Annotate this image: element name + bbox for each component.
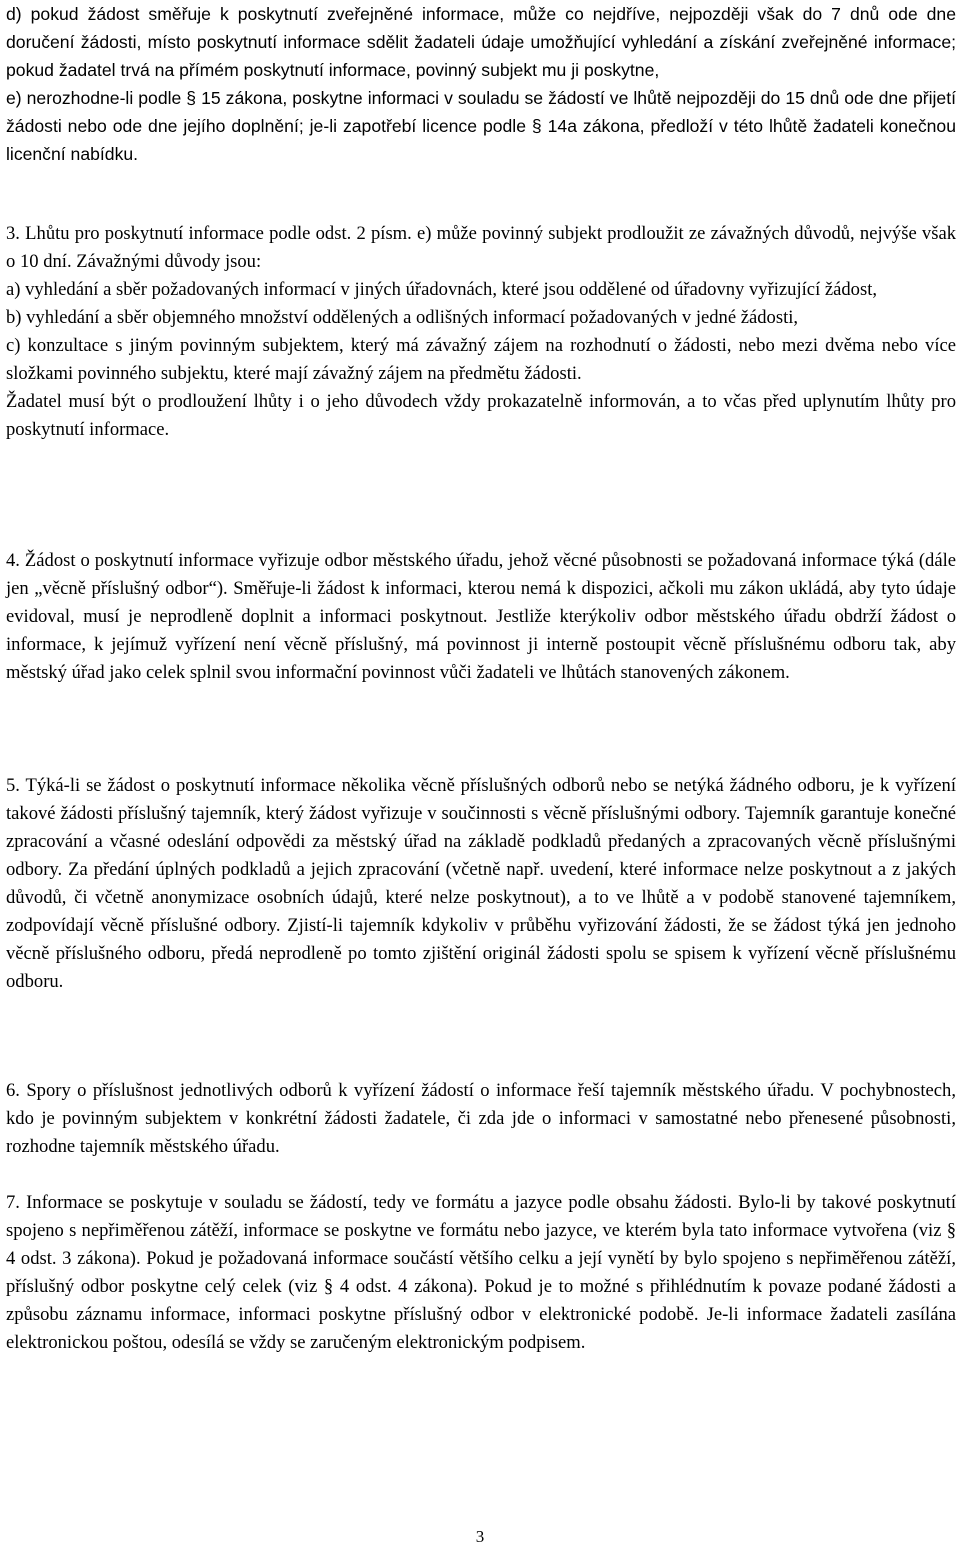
provisions-d-e: [6, 0, 956, 168]
section-6: [6, 1077, 956, 1161]
section-5-paragraph: 5. Týká-li se žádost o poskytnutí informace několika věcně příslušných odborů nebo se netýká žádného odboru, je k vyřízení takové žádosti příslušný tajemník, který žádost vyřizuje v součinnosti s věcně příslušnými odbory. Tajemník garantuje konečné zpracování a včasné odeslání odpovědi za městský úřad na základě podkladů předaných a zpracovaných věcně příslušnými odbory. Za předání úplných podkladů a jejich zpracování (včetně např. uvedení, které informace nelze poskytnout a z jakých důvodů, či včetně anonymizace osobních údajů, které nelze poskytnout), a to ve lhůtě a v podobě stanovené tajemníkem, zodpovídají věcně příslušné odbory. Zjistí-li tajemník kdykoliv v průběhu vyřizování žádosti, že se žádost týká jen jednoho věcně příslušného odboru, předá neprodleně po tomto zjištění originál žádosti spolu se spisem k vyřízení věcně příslušnému odboru.: [6, 775, 956, 992]
section-3-item-b: b) vyhledání a sběr objemného množství oddělených a odlišných informací požadovaných v jedné žádosti,: [6, 307, 799, 328]
section-3-item-a: a) vyhledání a sběr požadovaných informací v jiných úřadovnách, které jsou oddělené od úřadovny vyřizující žádost,: [6, 279, 878, 300]
item-e-paragraph: e) nerozhodne-li podle § 15 zákona, poskytne informaci v souladu se žádostí ve lhůtě nejpozději do 15 dnů ode dne přijetí žádosti nebo ode dne jejího doplnění; je-li zapotřebí licence podle § 14a zákona, předloží v této lhůtě žadateli konečnou licenční nabídku.: [6, 88, 956, 164]
section-3: [6, 220, 956, 444]
section-6-paragraph: 6. Spory o příslušnost jednotlivých odborů k vyřízení žádostí o informace řeší tajemník městského úřadu. V pochybnostech, kdo je povinným subjektem v konkrétní žádosti žadatele, či zda jde o informaci v samostatné nebo přenesené působnosti, rozhodne tajemník městského úřadu.: [6, 1080, 956, 1157]
section-3-closing: Žadatel musí být o prodloužení lhůty i o jeho důvodech vždy prokazatelně informován, a to včas před uplynutím lhůty pro poskytnutí informace.: [6, 391, 956, 440]
page-number: 3: [475, 1527, 485, 1546]
section-4-paragraph: 4. Žádost o poskytnutí informace vyřizuje odbor městského úřadu, jehož věcné působnosti se požadovaná informace týká (dále jen „věcně příslušný odbor“). Směřuje-li žádost k informaci, kterou nemá k dispozici, ačkoli mu zákon ukládá, aby tyto údaje evidoval, musí je neprodleně doplnit a informaci poskytnout. Jestliže kterýkoliv odbor městského úřadu obdrží žádost o informace, k jejímuž vyřízení není věcně příslušný, má povinnost ji interně postoupit věcně příslušnému odboru tak, aby městský úřad jako celek splnil svou informační povinnost vůči žadateli ve lhůtách stanovených zákonem.: [6, 550, 956, 683]
section-3-intro: 3. Lhůtu pro poskytnutí informace podle odst. 2 písm. e) může povinný subjekt prodloužit ze závažných důvodů, nejvýše však o 10 dní. Závažnými důvody jsou:: [6, 223, 956, 272]
item-d-paragraph: d) pokud žádost směřuje k poskytnutí zveřejněné informace, může co nejdříve, nejpozději však do 7 dnů ode dne doručení žádosti, místo poskytnutí informace sdělit žadateli údaje umožňující vyhledání a získání zveřejněné informace; pokud žadatel trvá na přímém poskytnutí informace, povinný subjekt mu ji poskytne,: [6, 4, 956, 80]
section-5: [6, 772, 956, 996]
section-4: [6, 547, 956, 687]
section-7: [6, 1189, 956, 1357]
section-3-item-c: c) konzultace s jiným povinným subjektem, který má závažný zájem na rozhodnutí o žádosti, nebo mezi dvěma nebo více složkami povinného subjektu, které mají závažný zájem na předmětu žádosti.: [6, 335, 956, 384]
section-7-paragraph: 7. Informace se poskytuje v souladu se žádostí, tedy ve formátu a jazyce podle obsahu žádosti. Bylo-li by takové poskytnutí spojeno s nepřiměřenou zátěží, informace se poskytne ve formátu nebo jazyce, ve kterém byla tato informace vytvořena (viz § 4 odst. 3 zákona). Pokud je požadovaná informace součástí většího celku a její vynětí by bylo spojeno s nepřiměřenou zátěží, příslušný odbor poskytne celý celek (viz § 4 odst. 4 zákona). Pokud je to možné s přihlédnutím k povaze podané žádosti a způsobu záznamu informace, informaci poskytne příslušný odbor v elektronické podobě. Je-li informace žadateli zasílána elektronickou poštou, odesílá se vždy se zaručeným elektronickým podpisem.: [6, 1192, 956, 1353]
